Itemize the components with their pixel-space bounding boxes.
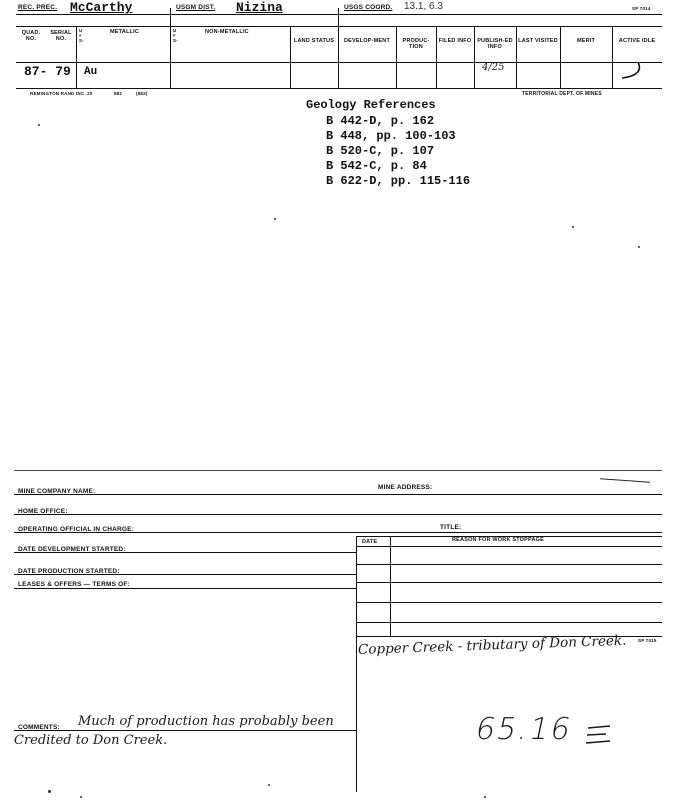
col-sep-last <box>516 26 517 88</box>
metallic-prefix: U # S- <box>79 28 84 43</box>
rule-mine-company <box>14 494 662 495</box>
triple-dash-icon <box>584 724 614 748</box>
speck <box>484 796 486 798</box>
rule-comments <box>14 730 356 731</box>
header-sep-2 <box>338 8 339 88</box>
nonmetallic-prefix: U # S- <box>173 28 178 43</box>
stoppage-left-border <box>356 536 357 792</box>
col-sep-serial <box>76 26 77 88</box>
printer-code: 882 <box>114 91 123 96</box>
speck <box>572 226 574 228</box>
leases-label: LEASES & OFFERS — TERMS OF: <box>18 581 130 588</box>
production-label: PRODUC-TION <box>402 38 430 50</box>
printer-code-2: (882) <box>136 91 148 96</box>
lower-top-rule <box>14 470 662 471</box>
usgm-dist-value: Nizina <box>236 0 283 15</box>
land-status-label: LAND STATUS <box>293 38 335 44</box>
speck <box>80 796 82 798</box>
mine-company-label: MINE COMPANY NAME: <box>18 488 96 495</box>
col-sep-prod <box>396 26 397 88</box>
comments-label: COMMENTS: <box>18 724 60 731</box>
header-bottom-rule <box>16 88 662 89</box>
geology-ref-3: B 520-C, p. 107 <box>326 144 435 158</box>
published-value: 4/25 <box>482 62 505 73</box>
nonmetallic-label: NON-METALLIC <box>205 29 249 35</box>
header-sep-1 <box>170 8 171 88</box>
active-idle-label: ACTIVE IDLE <box>618 38 656 44</box>
last-visited-label: LAST VISITED <box>518 38 558 44</box>
quad-no-label: QUAD. NO. <box>21 30 41 42</box>
speck <box>268 784 270 786</box>
stoppage-date-sep <box>390 536 391 636</box>
pen-stroke <box>600 478 650 482</box>
form-number: SP 7014 <box>632 6 651 11</box>
date-dev-label: DATE DEVELOPMENT STARTED: <box>18 546 126 553</box>
geology-ref-1: B 442-D, p. 162 <box>326 114 435 128</box>
comments-line-1: Much of production has probably been <box>78 714 334 729</box>
filed-info-label: FILED INFO <box>438 38 472 44</box>
development-label: DEVELOP-MENT <box>343 38 391 44</box>
comments-line-2: Credited to Don Creek. <box>14 733 168 748</box>
speck <box>638 246 640 248</box>
territorial-dept: TERRITORIAL DEPT. OF MINES <box>522 91 602 97</box>
speck <box>274 218 276 220</box>
speck <box>48 790 51 793</box>
metallic-value: Au <box>84 66 98 78</box>
header-row-rule <box>16 62 662 63</box>
geology-ref-5: B 622-D, pp. 115-116 <box>326 174 471 188</box>
usgm-dist-label: USGM DIST. <box>176 4 216 11</box>
rec-prec-value: McCarthy <box>70 0 133 15</box>
date-col-label: DATE <box>362 539 378 545</box>
usgs-coord-label: USGS COORD. <box>344 4 393 11</box>
header-mid-rule <box>16 26 662 27</box>
speck <box>38 124 40 126</box>
published-info-label: PUBLISH-ED INFO <box>477 38 513 50</box>
form-number-2: SP 7015 <box>638 638 657 643</box>
col-sep-active <box>612 26 613 88</box>
stoppage-header-bottom <box>356 546 662 547</box>
merit-label: MERIT <box>576 38 596 44</box>
printer-note: REMINGTON RAND INC. 20 <box>30 91 93 96</box>
reason-col-label: REASON FOR WORK STOPPAGE <box>452 537 544 543</box>
quad-serial-value: 87- 79 <box>24 64 71 79</box>
geology-ref-4: B 542-C, p. 84 <box>326 159 427 173</box>
usgs-coord-value: 13.1, 6.3 <box>404 1 443 12</box>
rec-prec-label: REC. PREC. <box>18 4 58 11</box>
handwritten-note: Copper Creek - tributary of Don Creek. <box>357 632 627 658</box>
operating-official-label: OPERATING OFFICIAL IN CHARGE: <box>18 526 135 533</box>
geology-ref-2: B 448, pp. 100-103 <box>326 129 456 143</box>
title-label: TITLE: <box>440 524 462 531</box>
serial-no-label: SERIAL NO. <box>50 30 72 42</box>
date-prod-label: DATE PRODUCTION STARTED: <box>18 568 120 575</box>
stoppage-row-1 <box>356 564 662 565</box>
geology-title: Geology References <box>306 98 436 112</box>
col-sep-pub <box>474 26 475 88</box>
col-sep-merit <box>560 26 561 88</box>
col-sep-filed <box>436 26 437 88</box>
handwritten-number: 65.16 <box>472 712 576 747</box>
col-sep-land <box>290 26 291 88</box>
stoppage-row-2 <box>356 582 662 583</box>
mine-address-label: MINE ADDRESS: <box>378 484 433 491</box>
stoppage-row-4 <box>356 622 662 623</box>
checkmark-icon <box>616 60 656 84</box>
home-office-label: HOME OFFICE: <box>18 508 68 515</box>
metallic-label: METALLIC <box>110 29 139 35</box>
rule-home-office <box>14 514 662 515</box>
rule-leases <box>14 588 356 589</box>
stoppage-row-3 <box>356 602 662 603</box>
